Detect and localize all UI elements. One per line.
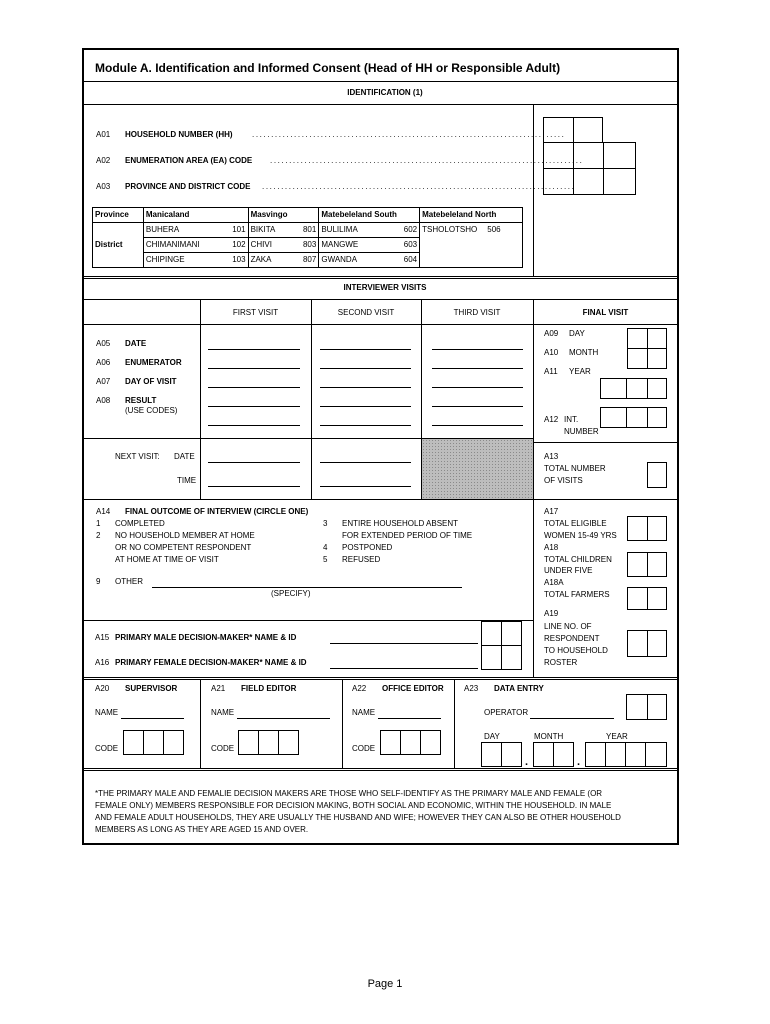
divider — [200, 679, 201, 768]
district-code: 102 — [215, 238, 248, 253]
province-name: Masvingo — [248, 208, 319, 223]
next-visit-date-label: DATE — [174, 452, 195, 461]
final-number-label: NUMBER — [564, 427, 599, 436]
row-code: A05 — [96, 339, 111, 348]
line-no-label: LINE NO. OF — [544, 622, 592, 631]
option-other: OTHER — [115, 577, 143, 586]
final-code: A12 — [544, 415, 559, 424]
option-number: 2 — [96, 531, 101, 540]
divider — [83, 499, 678, 500]
leader-dots: .................................................................................. — [270, 156, 584, 165]
total-code: A18 — [544, 543, 559, 552]
visits-header: INTERVIEWER VISITS — [343, 283, 427, 292]
option-number: 9 — [96, 577, 101, 586]
final-code: A10 — [544, 348, 559, 357]
male-name-line[interactable] — [330, 643, 478, 644]
entry-year-label: YEAR — [606, 732, 628, 741]
next-visit-time-label: TIME — [177, 476, 197, 485]
divider — [83, 620, 533, 621]
option-postponed: POSTPONED — [342, 543, 393, 552]
staff-code: A20 — [95, 684, 110, 693]
divider — [454, 679, 455, 768]
district-name-code — [420, 223, 523, 238]
province-name: Matebeleland North — [420, 208, 523, 223]
row-label-result: RESULT — [125, 396, 157, 405]
final-int-label: INT. — [564, 415, 579, 424]
row-label-enumerator: ENUMERATOR — [125, 358, 182, 367]
row-code: A08 — [96, 396, 111, 405]
next-visit-label: NEXT VISIT: — [115, 452, 160, 461]
code-box[interactable] — [573, 117, 603, 143]
district-name: GWANDA — [319, 253, 390, 268]
identification-header: IDENTIFICATION (1) — [347, 88, 423, 97]
province-name: Matebeleland South — [319, 208, 420, 223]
operator-label: OPERATOR — [484, 708, 529, 717]
operator-line[interactable] — [530, 718, 614, 719]
of-visits-label: OF VISITS — [544, 476, 583, 485]
row-sublabel: (USE CODES) — [125, 406, 178, 415]
district-code: 101 — [215, 223, 248, 238]
field-editor-label: FIELD EDITOR — [241, 684, 297, 693]
option-no-member: NO HOUSEHOLD MEMBER AT HOME — [115, 531, 255, 540]
field-editor-code-label: CODE — [211, 744, 235, 753]
code-box[interactable] — [543, 168, 574, 195]
dm-code: A16 — [95, 658, 110, 667]
final-code: A13 — [544, 452, 559, 461]
data-entry-label: DATA ENTRY — [494, 684, 544, 693]
outcome-code: A14 — [96, 507, 111, 516]
option-completed: COMPLETED — [115, 519, 165, 528]
option-no-member: AT HOME AT TIME OF VISIT — [115, 555, 219, 564]
option-household-absent: ENTIRE HOUSEHOLD ABSENT — [342, 519, 459, 528]
district-name: CHIPINGE — [143, 253, 215, 268]
office-editor-code-label: CODE — [352, 744, 376, 753]
district-code: 603 — [390, 238, 420, 253]
male-decision-maker-label: PRIMARY MALE DECISION-MAKER* NAME & ID — [115, 633, 297, 642]
divider — [311, 299, 312, 499]
divider — [83, 276, 678, 277]
footnote-line: MEMBERS AS LONG AS THEY ARE AGED 15 AND OVER. — [95, 825, 309, 834]
divider — [83, 768, 678, 769]
staff-code: A21 — [211, 684, 226, 693]
row-label: HOUSEHOLD NUMBER (HH) — [125, 130, 233, 139]
option-household-absent: FOR EXTENDED PERIOD OF TIME — [342, 531, 473, 540]
column-header-second-visit: SECOND VISIT — [337, 308, 395, 317]
district-name: TSHOLOTSHO — [422, 225, 478, 235]
option-number: 5 — [323, 555, 328, 564]
children-label: UNDER FIVE — [544, 566, 593, 575]
total-number-label: TOTAL NUMBER — [544, 464, 606, 473]
eligible-label: TOTAL ELIGIBLE — [544, 519, 607, 528]
final-month-label: MONTH — [569, 348, 599, 357]
column-header-third-visit: THIRD VISIT — [453, 308, 501, 317]
option-number: 1 — [96, 519, 101, 528]
district-name: CHIVI — [248, 238, 300, 253]
final-year-label: YEAR — [569, 367, 591, 376]
total-code: A18A — [544, 578, 564, 587]
option-number: 3 — [323, 519, 328, 528]
row-code: A03 — [96, 182, 111, 191]
province-district-table — [92, 207, 523, 268]
row-code: A07 — [96, 377, 111, 386]
divider — [533, 104, 534, 276]
code-box[interactable] — [573, 142, 604, 169]
divider — [83, 324, 678, 325]
divider — [83, 81, 678, 82]
line-no-label: RESPONDENT — [544, 634, 600, 643]
district-name: BUHERA — [145, 225, 180, 234]
row-label-day-of-visit: DAY OF VISIT — [125, 377, 177, 386]
option-refused: REFUSED — [342, 555, 381, 564]
dm-code: A15 — [95, 633, 110, 642]
footnote-line: FEMALE ONLY) MEMBERS RESPONSIBLE FOR DECISION MAKING, BOTH SOCIAL AND ECONOMIC, WITHIN THE HOUSEHOLD. IN MALE — [95, 801, 612, 810]
code-box[interactable] — [543, 142, 574, 169]
field-editor-name-label: NAME — [211, 708, 235, 717]
divider — [342, 679, 343, 768]
row-label: ENUMERATION AREA (EA) CODE — [125, 156, 253, 165]
total-visits-box[interactable] — [647, 462, 667, 488]
divider — [83, 299, 678, 300]
eligible-label: WOMEN 15-49 YRS — [544, 531, 617, 540]
district-name: BULILIMA — [321, 225, 358, 234]
code-box[interactable] — [603, 142, 636, 169]
leader-dots: .................................................................................. — [252, 130, 566, 139]
code-box[interactable] — [543, 117, 574, 143]
supervisor-label: SUPERVISOR — [125, 684, 178, 693]
footnote-line: *THE PRIMARY MALE AND FEMALIE DECISION MAKERS ARE THOSE WHO SELF-IDENTIFY AS THE PRIMARY MALE AND FEMALE (OR — [95, 789, 603, 798]
district-code: 602 — [390, 223, 420, 238]
office-editor-label: OFFICE EDITOR — [382, 684, 444, 693]
option-number: 4 — [323, 543, 328, 552]
office-editor-name-label: NAME — [352, 708, 376, 717]
district-name: BIKITA — [250, 225, 276, 234]
staff-code: A23 — [464, 684, 479, 693]
divider — [533, 442, 678, 443]
supervisor-name-label: NAME — [95, 708, 119, 717]
option-no-member: OR NO COMPETENT RESPONDENT — [115, 543, 252, 552]
line-no-label: ROSTER — [544, 658, 578, 667]
shaded-cell — [422, 439, 533, 499]
total-code: A19 — [544, 609, 559, 618]
divider — [83, 677, 678, 678]
district-name: ZAKA — [248, 253, 300, 268]
province-label: Province — [93, 208, 144, 223]
code-box[interactable] — [603, 168, 636, 195]
line-no-label: TO HOUSEHOLD — [544, 646, 608, 655]
divider — [83, 104, 678, 105]
outcome-label: FINAL OUTCOME OF INTERVIEW (CIRCLE ONE) — [125, 507, 309, 516]
final-day-label: DAY — [569, 329, 585, 338]
row-code: A01 — [96, 130, 111, 139]
column-header-final-visit: FINAL VISIT — [582, 308, 629, 317]
specify-label: (SPECIFY) — [271, 589, 311, 598]
divider — [83, 770, 678, 771]
entry-month-label: MONTH — [534, 732, 564, 741]
entry-day-label: DAY — [484, 732, 500, 741]
total-code: A17 — [544, 507, 559, 516]
divider — [83, 679, 678, 680]
staff-code: A22 — [352, 684, 367, 693]
divider — [200, 299, 201, 499]
supervisor-code-label: CODE — [95, 744, 119, 753]
female-decision-maker-label: PRIMARY FEMALE DECISION-MAKER* NAME & ID — [115, 658, 307, 667]
final-code: A09 — [544, 329, 559, 338]
district-label: District — [93, 238, 144, 253]
divider — [83, 278, 678, 279]
leader-dots: .................................................................................. — [262, 182, 576, 191]
row-label: PROVINCE AND DISTRICT CODE — [125, 182, 251, 191]
row-code: A06 — [96, 358, 111, 367]
date-separator-dot: . — [525, 756, 529, 768]
footnote-line: AND FEMALE ADULT HOUSEHOLDS, THEY ARE USUALLY THE HUSBAND AND WIFE; HOWEVER THEY CAN ALSO BE OTHER HOUSEHOLD — [95, 813, 621, 822]
field-editor-name-line[interactable] — [237, 718, 330, 719]
farmers-label: TOTAL FARMERS — [544, 590, 610, 599]
office-editor-name-line[interactable] — [378, 718, 441, 719]
supervisor-name-line[interactable] — [121, 718, 184, 719]
female-name-line[interactable] — [330, 668, 478, 669]
column-header-first-visit: FIRST VISIT — [232, 308, 279, 317]
district-code: 604 — [390, 253, 420, 268]
district-name: MANGWE — [319, 238, 390, 253]
date-separator-dot: . — [577, 756, 581, 768]
province-name: Manicaland — [143, 208, 248, 223]
code-box[interactable] — [573, 168, 604, 195]
row-code: A02 — [96, 156, 111, 165]
district-code: 103 — [215, 253, 248, 268]
children-label: TOTAL CHILDREN — [544, 555, 612, 564]
divider — [533, 299, 534, 677]
final-code: A11 — [544, 367, 558, 376]
row-label-date: DATE — [125, 339, 147, 348]
district-name: CHIMANIMANI — [143, 238, 215, 253]
module-title: Module A. Identification and Informed Consent (Head of HH or Responsible Adult) — [95, 61, 561, 75]
district-code: 803 — [300, 238, 319, 253]
district-code: 807 — [300, 253, 319, 268]
district-code: 506 — [487, 225, 501, 235]
district-code: 801 — [300, 223, 319, 238]
page-number: Page 1 — [367, 978, 403, 990]
other-specify-line[interactable] — [152, 587, 462, 588]
